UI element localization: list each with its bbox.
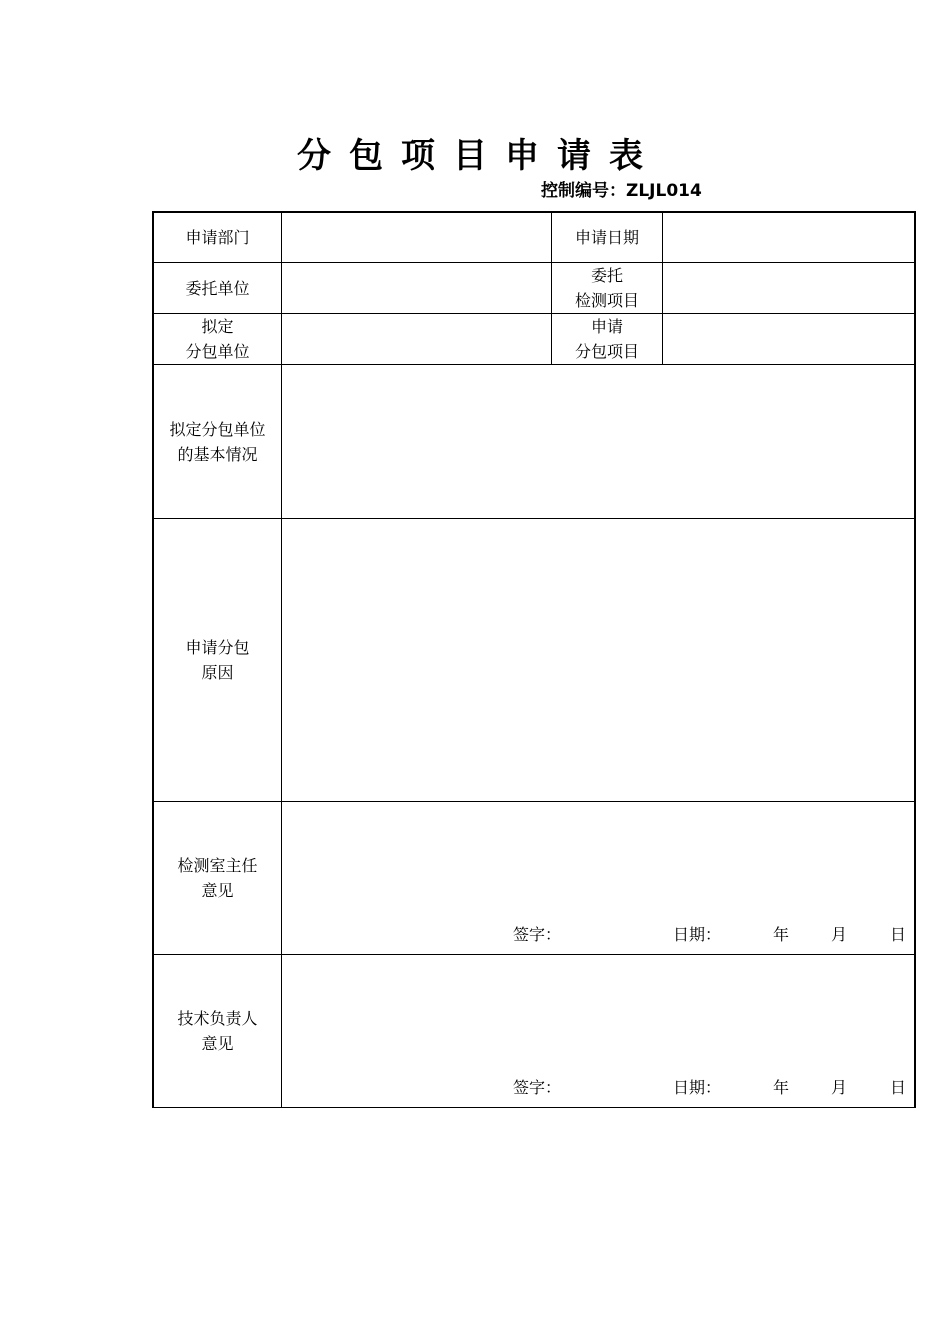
dept-label: 申请部门 [185, 228, 250, 247]
lab-director-date-label: 日期： [673, 925, 722, 944]
basic-info-field[interactable] [282, 365, 914, 518]
tech-lead-label-line2: 意见 [201, 1033, 234, 1053]
entrusted-items-field[interactable] [663, 263, 914, 313]
reason-label [154, 519, 281, 801]
reason-label-line1: 申请分包 [185, 638, 250, 657]
control-number: 控制编号：ZLJL014 [541, 181, 702, 201]
lab-director-label [154, 802, 281, 954]
lab-director-label-line2: 意见 [201, 881, 234, 900]
lab-director-opinion-field[interactable] [282, 802, 914, 954]
entrusted-items-label-line2: 检测项目 [574, 291, 639, 310]
date-label: 申请日期 [574, 228, 639, 247]
tech-lead-opinion-field[interactable] [282, 955, 914, 1106]
entrusted-items-label [552, 263, 662, 313]
basic-info-label [154, 365, 281, 518]
basic-info-label-line2: 的基本情况 [177, 444, 258, 464]
lab-director-day-label: 日 [890, 925, 907, 944]
tech-lead-label-line1: 技术负责人 [177, 1008, 258, 1028]
entrusted-items-label-line1: 委托 [590, 266, 623, 285]
lab-director-label-line1: 检测室主任 [177, 856, 258, 875]
proposed-sub-field[interactable] [282, 314, 551, 364]
applied-items-label-line1: 申请 [590, 317, 623, 336]
lab-director-sign-label: 签字： [513, 925, 562, 944]
tech-lead-label [154, 955, 281, 1106]
reason-label-line2: 原因 [201, 663, 234, 682]
page-title: 分包项目申请表 [297, 136, 661, 176]
proposed-sub-label-line2: 分包单位 [185, 342, 250, 361]
client-label: 委托单位 [185, 278, 250, 298]
application-form-table [152, 211, 916, 1108]
proposed-sub-label-line1: 拟定 [201, 317, 234, 336]
lab-director-year-label: 年 [773, 925, 790, 944]
tech-lead-month-label: 月 [831, 1078, 848, 1097]
tech-lead-date-label: 日期： [673, 1078, 722, 1097]
applied-items-label [552, 314, 662, 364]
reason-field[interactable] [282, 519, 914, 801]
date-field[interactable] [663, 213, 914, 262]
lab-director-month-label: 月 [831, 925, 848, 944]
client-field[interactable] [282, 263, 551, 313]
applied-items-label-line2: 分包项目 [574, 342, 639, 361]
proposed-sub-label [154, 314, 281, 364]
tech-lead-day-label: 日 [890, 1078, 907, 1097]
tech-lead-sign-label: 签字： [513, 1078, 562, 1097]
basic-info-label-line1: 拟定分包单位 [169, 419, 266, 439]
tech-lead-year-label: 年 [773, 1078, 790, 1097]
applied-items-field[interactable] [663, 314, 914, 364]
dept-field[interactable] [282, 213, 551, 262]
